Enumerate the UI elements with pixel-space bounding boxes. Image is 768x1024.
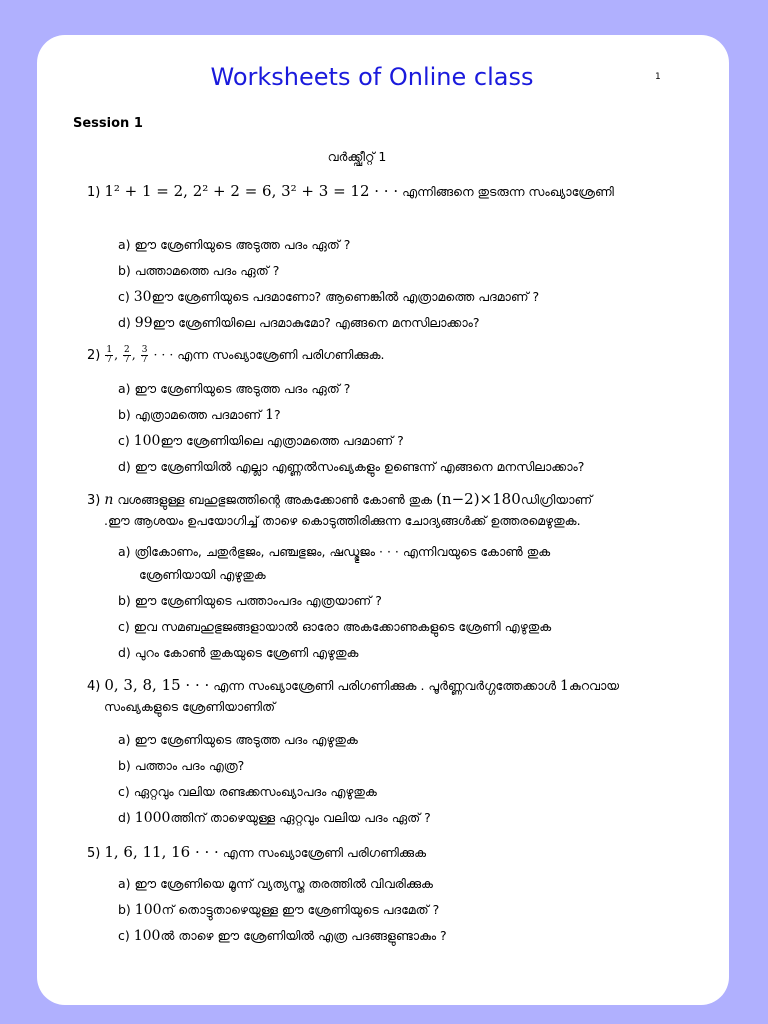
- item-label: c): [118, 289, 130, 304]
- item-text: ഈ ശ്രേണിയിലെ പദമാകുമോ? എങ്ങനെ മനസിലാക്കാം?: [152, 315, 480, 330]
- list-item: [118, 784, 377, 800]
- ellipsis: · · ·: [149, 347, 174, 362]
- question-4-line-2: സംഖ്യകളുടെ ശ്രേണിയാണിത്: [104, 699, 276, 714]
- question-number: 4): [87, 679, 101, 694]
- list-item: [118, 619, 551, 635]
- item-number: 1000: [134, 810, 171, 826]
- list-item: [118, 593, 382, 609]
- item-label: a): [118, 876, 131, 891]
- item-text: ഈ ശ്രേണിയുടെ അടുത്ത പദം ഏത് ?: [134, 381, 351, 396]
- list-item: [118, 407, 281, 423]
- question-number: 2): [87, 348, 101, 363]
- sequence-expression: 1² + 1 = 2, 2² + 2 = 6, 3² + 3 = 12 · · ·: [104, 182, 399, 200]
- sequence-expression: 0, 3, 8, 15 · · ·: [104, 676, 210, 694]
- item-label: d): [118, 459, 131, 474]
- question-3-line-2: .ഈ ആശയം ഉപയോഗിച്ച് താഴെ കൊടുത്തിരിക്കുന്ന ചോദ്യങ്ങൾക്ക് ഉത്തരമെഴുതുക.: [104, 513, 581, 528]
- list-item: [118, 902, 439, 918]
- item-label: c): [118, 928, 130, 943]
- list-item: [118, 381, 350, 397]
- number-one: 1: [560, 678, 569, 694]
- question-2: 2) $\frac{1}{7}$ , $\frac{2}{7}$ , $\frac{3}{7}$ · · · എന്ന സംഖ്യാശ്രേണി പരിഗണിക്കുക.: [87, 345, 385, 365]
- numerator: 3: [141, 345, 148, 355]
- question-text: എന്നിങ്ങനെ തുടരുന്ന സംഖ്യാശ്രേണി: [398, 184, 614, 199]
- question-number: 5): [87, 846, 101, 861]
- list-item: [118, 433, 404, 449]
- question-3: [87, 490, 592, 508]
- item-label: b): [118, 758, 131, 773]
- question-number: 1): [87, 185, 101, 200]
- fraction: [123, 346, 131, 365]
- denominator: 7: [141, 355, 148, 365]
- item-text: ഈ ശ്രേണിയുടെ പദമാണോ? ആണെങ്കിൽ എത്രാമത്തെ പദമാണ് ?: [151, 289, 540, 304]
- item-label: c): [118, 433, 130, 448]
- item-text-tail: ?: [274, 407, 281, 422]
- item-text: ഈ ശ്രേണിയിൽ എല്ലാ എണ്ണൽസംഖ്യകളും ഉണ്ടെന്ന് എങ്ങനെ മനസിലാക്കാം?: [134, 459, 585, 474]
- numerator: 1: [106, 345, 113, 355]
- list-item: [118, 732, 358, 748]
- page-number: 1: [655, 72, 661, 82]
- item-number: 1: [265, 407, 275, 423]
- variable-n: n: [104, 492, 114, 508]
- item-text: ഇവ സമബഹുഭുജങ്ങളായാൽ ഓരോ അകക്കോണുകളുടെ ശ്രേണി എഴുതുക: [133, 619, 552, 634]
- item-text: ൽ താഴെ ഈ ശ്രേണിയിൽ എത്ര പദങ്ങളുണ്ടാകും ?: [160, 928, 447, 943]
- question-text: വശങ്ങളുള്ള ബഹുഭുജത്തിന്റെ അകക്കോൺ കോൺ തുക: [113, 492, 437, 507]
- worksheet-label: വർക്ക്ഷീറ്റ് 1: [327, 149, 387, 164]
- item-text: ഈ ശ്രേണിയിലെ എത്രാമത്തെ പദമാണ് ?: [160, 433, 404, 448]
- list-item: [118, 810, 431, 826]
- item-text: ഏറ്റവും വലിയ രണ്ടക്കസംഖ്യാപദം എഴുതുക: [133, 784, 377, 799]
- item-text: പത്താമത്തെ പദം ഏത് ?: [134, 263, 280, 278]
- question-text-end: ഡിഗ്രിയാണ്: [520, 492, 593, 507]
- item-number: 100: [134, 902, 162, 918]
- list-item: [118, 263, 279, 279]
- list-item: [118, 237, 350, 253]
- list-item: [118, 544, 550, 560]
- denominator: 7: [106, 355, 113, 365]
- list-item-continuation: ശ്രേണിയായി എഴുതുക: [139, 567, 266, 582]
- list-item: [118, 758, 244, 774]
- item-text: എത്രാമത്തെ പദമാണ്: [134, 407, 266, 422]
- list-item: [118, 289, 539, 305]
- item-label: d): [118, 645, 131, 660]
- question-text-end: കുറവായ: [568, 678, 620, 693]
- item-text: ഈ ശ്രേണിയെ മൂന്ന് വ്യത്യസ്ത തരത്തിൽ വിവരിക്കുക: [134, 876, 433, 891]
- fraction: [105, 346, 113, 365]
- angle-sum-formula: (n−2)×180: [436, 490, 521, 508]
- session-heading: Session 1: [73, 116, 143, 131]
- item-label: d): [118, 810, 131, 825]
- numerator: 2: [124, 345, 130, 355]
- question-text: എന്ന സംഖ്യാശ്രേണി പരിഗണിക്കുക.: [173, 347, 385, 362]
- list-item: [118, 315, 480, 331]
- item-text: ന് തൊട്ടുതാഴെയുള്ള ഈ ശ്രേണിയുടെ പദമേത് ?: [161, 902, 440, 917]
- item-text: ഈ ശ്രേണിയുടെ പത്താംപദം എത്രയാണ് ?: [134, 593, 382, 608]
- question-number: 3): [87, 493, 101, 508]
- item-label: b): [118, 593, 131, 608]
- item-text: ത്തിന് താഴെയുള്ള ഏറ്റവും വലിയ പദം ഏത് ?: [170, 810, 431, 825]
- item-label: b): [118, 407, 131, 422]
- item-number: 100: [133, 433, 161, 449]
- question-text: എന്ന സംഖ്യാശ്രേണി പരിഗണിക്കുക: [218, 845, 427, 860]
- worksheet-page: [37, 35, 729, 1005]
- item-label: c): [118, 784, 130, 799]
- denominator: 7: [124, 355, 130, 365]
- item-label: a): [118, 237, 131, 252]
- item-number: 30: [133, 289, 152, 305]
- fraction: [141, 346, 149, 365]
- sequence-expression: 1, 6, 11, 16 · · ·: [104, 843, 219, 861]
- item-label: d): [118, 315, 131, 330]
- list-item: [118, 645, 358, 661]
- item-label: a): [118, 381, 131, 396]
- item-number: 100: [133, 928, 161, 944]
- list-item: [118, 928, 447, 944]
- item-text: ത്രികോണം, ചതുർഭുജം, പഞ്ചഭുജം, ഷഡ്ഭുജം · · · എന്നിവയുടെ കോൺ തുക: [134, 544, 551, 559]
- item-label: b): [118, 902, 131, 917]
- question-1: [87, 182, 614, 200]
- item-number: 99: [134, 315, 153, 331]
- item-text: പുറം കോൺ തുകയുടെ ശ്രേണി എഴുതുക: [134, 645, 359, 660]
- list-item: [118, 876, 433, 892]
- question-text: എന്ന സംഖ്യാശ്രേണി പരിഗണിക്കുക . പൂർണ്ണവർഗ്ഗത്തേക്കാൾ: [209, 678, 561, 693]
- question-4: [87, 676, 619, 694]
- item-text: ഈ ശ്രേണിയുടെ അടുത്ത പദം എഴുതുക: [134, 732, 358, 747]
- item-label: b): [118, 263, 131, 278]
- list-item: [118, 459, 584, 475]
- item-label: a): [118, 732, 131, 747]
- item-text: ഈ ശ്രേണിയുടെ അടുത്ത പദം ഏത് ?: [134, 237, 351, 252]
- item-label: c): [118, 619, 130, 634]
- item-text: പത്താം പദം എത്ര?: [134, 758, 245, 773]
- page-title: Worksheets of Online class: [210, 63, 534, 91]
- question-5: [87, 843, 426, 861]
- item-label: a): [118, 544, 131, 559]
